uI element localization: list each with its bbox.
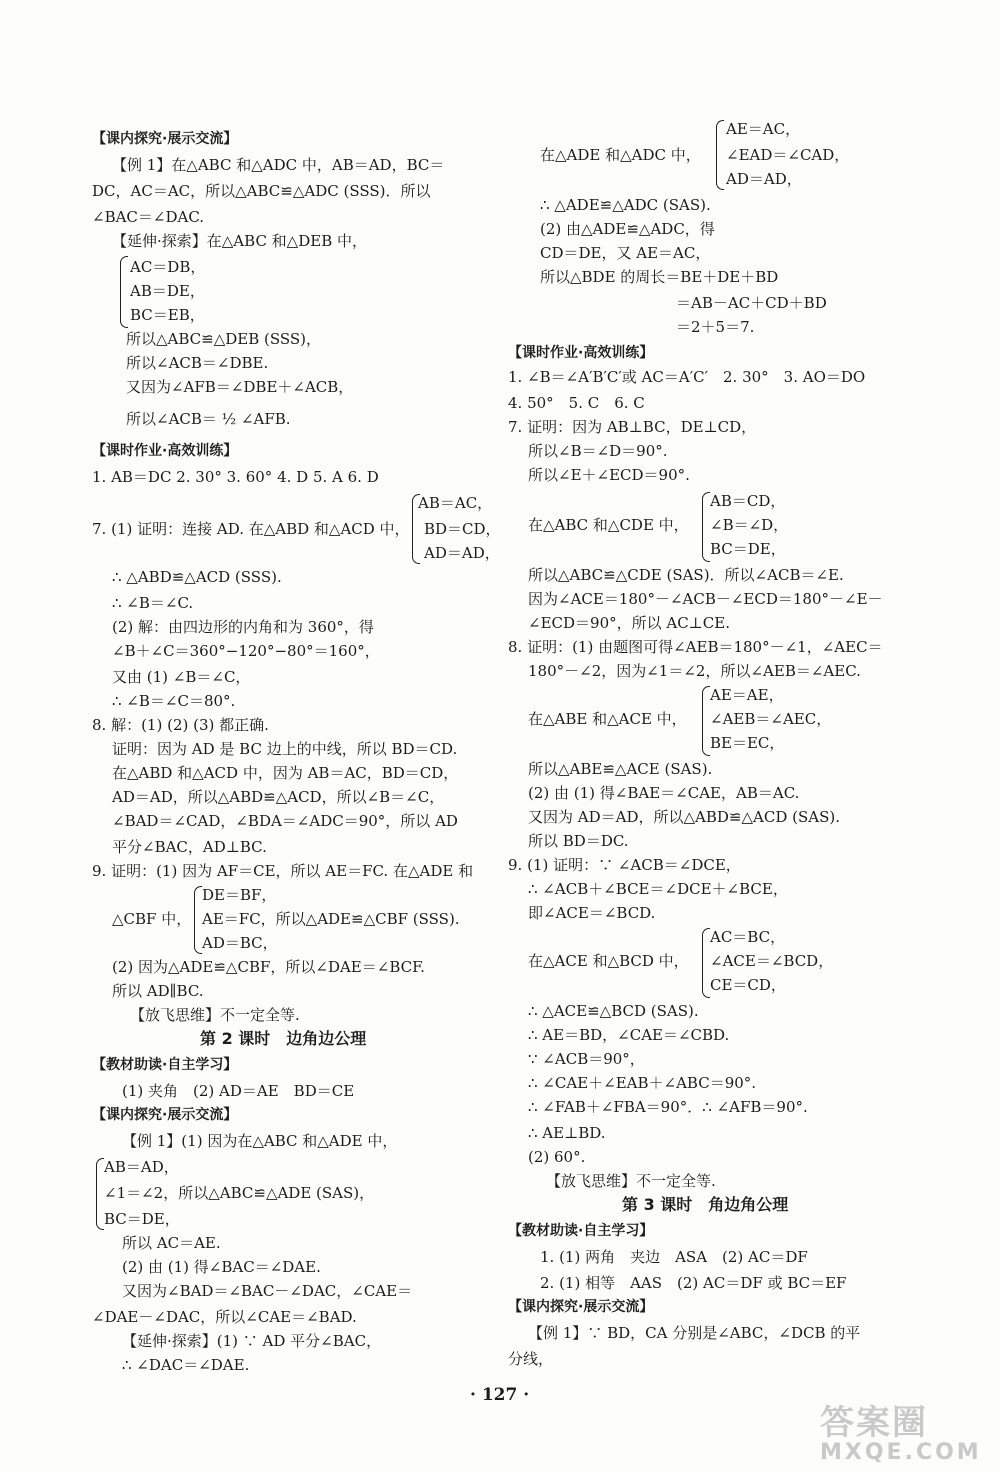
right-text-line: 所以∠E＋∠ECD＝90°. xyxy=(528,466,690,484)
left-text-line: ∠1＝∠2，所以△ABC≌△ADE (SAS)， xyxy=(104,1184,375,1202)
left-text-line: 所以△ABC≌△DEB (SSS)， xyxy=(126,330,322,348)
left-text-line: AD＝AD，所以△ABD≌△ACD，所以∠B＝∠C， xyxy=(112,788,445,806)
right-text-line: ∴ ∠FAB＋∠FBA＝90°．∴ ∠AFB＝90°. xyxy=(528,1098,808,1116)
brace xyxy=(412,494,420,564)
right-text-line: 【课时作业·高效训练】 xyxy=(508,345,654,361)
brace xyxy=(716,120,724,190)
left-text-line: (2) 解：由四边形的内角和为 360°，得 xyxy=(112,618,374,636)
left-text-line: 9. 证明：(1) 因为 AF＝CE，所以 AE＝FC. 在△ADE 和 xyxy=(92,862,474,880)
right-text-line: 所以 BD＝DC. xyxy=(528,832,629,850)
right-text-line: 4. 50° 5. C 6. C xyxy=(508,394,645,412)
right-text-line: 分线， xyxy=(508,1350,554,1368)
right-text-line: AD＝AD， xyxy=(726,170,802,188)
left-text-line: (1) 夹角 (2) AD＝AE BD＝CE xyxy=(122,1082,355,1100)
left-text-line: 7. (1) 证明：连接 AD. 在△ABD 和△ACD 中， xyxy=(92,520,410,538)
right-text-line: 7. 证明：因为 AB⊥BC，DE⊥CD， xyxy=(508,418,757,436)
right-text-line: ＝2＋5＝7. xyxy=(676,318,755,336)
left-text-line: ∠DAE－∠DAC，所以∠CAE＝∠BAD. xyxy=(92,1308,357,1326)
left-text-line: ∴ △ABD≌△ACD (SSS). xyxy=(112,568,282,586)
left-text-line: AB＝AC， xyxy=(418,494,493,512)
right-text-line: (2) 由△ADE≌△ADC，得 xyxy=(540,220,715,238)
left-text-line: 8. 解：(1) (2) (3) 都正确. xyxy=(92,716,269,734)
left-text-line: 【延伸·探索】在△ABC 和△DEB 中， xyxy=(112,232,367,250)
left-text-line: 又因为∠BAD＝∠BAC－∠DAC，∠CAE＝ xyxy=(122,1282,413,1300)
left-text-line: 【例 1】(1) 因为在△ABC 和△ADE 中， xyxy=(122,1132,398,1150)
right-text-line: 【放飞思维】不一定全等. xyxy=(546,1172,716,1190)
left-text-line: AD＝BC， xyxy=(202,934,278,952)
brace xyxy=(96,1158,104,1230)
left-text-line: 又因为∠AFB＝∠DBE＋∠ACB， xyxy=(126,378,354,396)
right-text-line: 9. (1) 证明：∵ ∠ACB＝∠DCE， xyxy=(508,856,741,874)
right-text-line: ＝AB－AC＋CD＋BD xyxy=(676,294,827,312)
brace xyxy=(702,492,710,562)
right-text-line: CE＝CD， xyxy=(710,976,786,994)
right-text-line: 所以△ABE≌△ACE (SAS). xyxy=(528,760,713,778)
left-text-line: DC，AC＝AC，所以△ABC≌△ADC (SSS)．所以 xyxy=(92,182,431,200)
left-text-line: BD＝CD， xyxy=(424,520,501,538)
right-text-line: CD＝DE，又 AE＝AC， xyxy=(540,244,711,262)
left-text-line: 所以∠ACB＝∠DBE. xyxy=(126,354,269,372)
right-text-line: ∠ECD＝90°，所以 AC⊥CE. xyxy=(528,614,730,632)
right-text-line: 在△ADE 和△ADC 中， xyxy=(540,146,701,164)
right-text-line: 2. (1) 相等 AAS (2) AC＝DF 或 BC＝EF xyxy=(540,1274,847,1292)
right-text-line: AC＝BC， xyxy=(710,928,786,946)
right-text-line: ∴ AE＝BD，∠CAE＝∠CBD. xyxy=(528,1026,730,1044)
right-text-line: ∴ AE⊥BD. xyxy=(528,1124,606,1142)
left-text-line: AD＝AD， xyxy=(424,544,500,562)
left-text-line: (2) 因为△ADE≌△CBF，所以∠DAE＝∠BCF. xyxy=(112,958,425,976)
left-text-line: 证明：因为 AD 是 BC 边上的中线，所以 BD＝CD. xyxy=(112,740,458,758)
left-text-line: DE＝BF， xyxy=(202,886,277,904)
right-text-line: (2) 60°. xyxy=(528,1148,586,1166)
left-text-line: ∠B＋∠C＝360°−120°−80°＝160°， xyxy=(112,642,380,660)
left-text-line: AC＝DB， xyxy=(130,258,206,276)
brace xyxy=(194,886,202,954)
right-text-line: 所以△BDE 的周长＝BE＋DE＋BD xyxy=(540,268,779,286)
right-text-line: 1. ∠B＝∠A′B′C′或 AC＝A′C′ 2. 30° 3. AO＝DO xyxy=(508,368,866,386)
right-text-line: ∴ △ACE≌△BCD (SAS). xyxy=(528,1002,699,1020)
watermark-logo: 答案圈 MXQE.COM xyxy=(820,1403,982,1465)
right-text-line: 180°－∠2，因为∠1＝∠2，所以∠AEB＝∠AEC. xyxy=(528,662,861,680)
right-text-line: ∠EAD＝∠CAD， xyxy=(726,146,850,164)
right-text-line: AE＝AE， xyxy=(710,686,784,704)
brace xyxy=(702,928,710,998)
left-text-line: 又由 (1) ∠B＝∠C， xyxy=(112,668,251,686)
left-text-line: 【课内探究·展示交流】 xyxy=(92,131,238,147)
left-text-line: 所以∠ACB＝ ½ ∠AFB. xyxy=(126,410,291,428)
left-text-line: ∠BAD＝∠CAD，∠BDA＝∠ADC＝90°，所以 AD xyxy=(112,812,458,830)
right-text-line: BC＝DE， xyxy=(710,540,786,558)
right-text-line: 又因为 AD＝AD，所以△ABD≌△ACD (SAS). xyxy=(528,808,840,826)
right-text-line: AE＝AC， xyxy=(726,120,801,138)
left-text-line: ∴ ∠DAC＝∠DAE. xyxy=(122,1356,250,1374)
right-text-line: 【教材助读·自主学习】 xyxy=(508,1223,654,1239)
left-text-line: 【延伸·探索】(1) ∵ AD 平分∠BAC， xyxy=(122,1332,382,1350)
left-text-line: 【课内探究·展示交流】 xyxy=(92,1107,238,1123)
right-text-line: 所以△ABC≌△CDE (SAS)．所以∠ACB＝∠E. xyxy=(528,566,844,584)
brace xyxy=(702,686,710,756)
right-text-line: 第 3 课时 角边角公理 xyxy=(622,1195,789,1214)
page-number: · 127 · xyxy=(470,1385,530,1405)
right-text-line: ∵ ∠ACB＝90°， xyxy=(528,1050,645,1068)
right-text-line: ∠ACE＝∠BCD， xyxy=(710,952,834,970)
left-text-line: AB＝DE， xyxy=(130,282,205,300)
brace xyxy=(120,256,128,328)
right-text-line: 1. (1) 两角 夹边 ASA (2) AC＝DF xyxy=(540,1248,808,1266)
right-text-line: ∴ ∠CAE＋∠EAB＋∠ABC＝90°. xyxy=(528,1074,757,1092)
left-text-line: 在△ABD 和△ACD 中，因为 AB＝AC，BD＝CD， xyxy=(112,764,459,782)
left-text-line: 【例 1】在△ABC 和△ADC 中，AB＝AD，BC＝ xyxy=(112,156,445,174)
left-text-line: 所以 AC＝AE. xyxy=(122,1234,221,1252)
left-text-line: 1. AB＝DC 2. 30° 3. 60° 4. D 5. A 6. D xyxy=(92,468,379,486)
right-text-line: 即∠ACE＝∠BCD. xyxy=(528,904,656,922)
right-text-line: ∠B＝∠D， xyxy=(710,516,789,534)
right-text-line: 在△ABC 和△CDE 中， xyxy=(528,516,689,534)
right-text-line: 在△ABE 和△ACE 中， xyxy=(528,710,687,728)
right-text-line: ∠AEB＝∠AEC， xyxy=(710,710,832,728)
right-text-line: ∴ ∠ACB＋∠BCE＝∠DCE＋∠BCE， xyxy=(528,880,788,898)
left-text-line: △CBF 中， xyxy=(112,910,192,928)
left-text-line: AE＝FC，所以△ADE≌△CBF (SSS). xyxy=(202,910,460,928)
left-text-line: ∴ ∠B＝∠C. xyxy=(112,594,194,612)
left-text-line: 第 2 课时 边角边公理 xyxy=(200,1029,367,1048)
left-text-line: BC＝DE， xyxy=(104,1210,180,1228)
right-text-line: BE＝EC， xyxy=(710,734,785,752)
left-text-line: AB＝AD， xyxy=(104,1158,179,1176)
right-text-line: 【课内探究·展示交流】 xyxy=(508,1299,654,1315)
right-text-line: 【例 1】∵ BD，CA 分别是∠ABC，∠DCB 的平 xyxy=(528,1324,861,1342)
left-text-line: 【放飞思维】不一定全等. xyxy=(130,1006,300,1024)
left-text-line: 所以 AD∥BC. xyxy=(112,982,204,1000)
right-text-line: 在△ACE 和△BCD 中， xyxy=(528,952,689,970)
left-text-line: ∴ ∠B＝∠C＝80°. xyxy=(112,692,236,710)
right-text-line: 8. 证明：(1) 由题图可得∠AEB＝180°－∠1，∠AEC＝ xyxy=(508,638,883,656)
left-text-line: BC＝EB， xyxy=(130,306,205,324)
right-text-line: 所以∠B＝∠D＝90°. xyxy=(528,442,668,460)
left-text-line: 【教材助读·自主学习】 xyxy=(92,1057,238,1073)
right-text-line: (2) 由 (1) 得∠BAE＝∠CAE，AB＝AC. xyxy=(528,784,800,802)
left-text-line: ∠BAC＝∠DAC. xyxy=(92,208,205,226)
right-text-line: 因为∠ACE＝180°－∠ACB－∠ECD＝180°－∠E－ xyxy=(528,590,883,608)
right-text-line: ∴ △ADE≌△ADC (SAS). xyxy=(540,196,711,214)
left-text-line: 【课时作业·高效训练】 xyxy=(92,443,238,459)
left-text-line: 平分∠BAC，AD⊥BC. xyxy=(112,838,267,856)
right-text-line: AB＝CD， xyxy=(710,492,786,510)
left-text-line: (2) 由 (1) 得∠BAC＝∠DAE. xyxy=(122,1258,321,1276)
